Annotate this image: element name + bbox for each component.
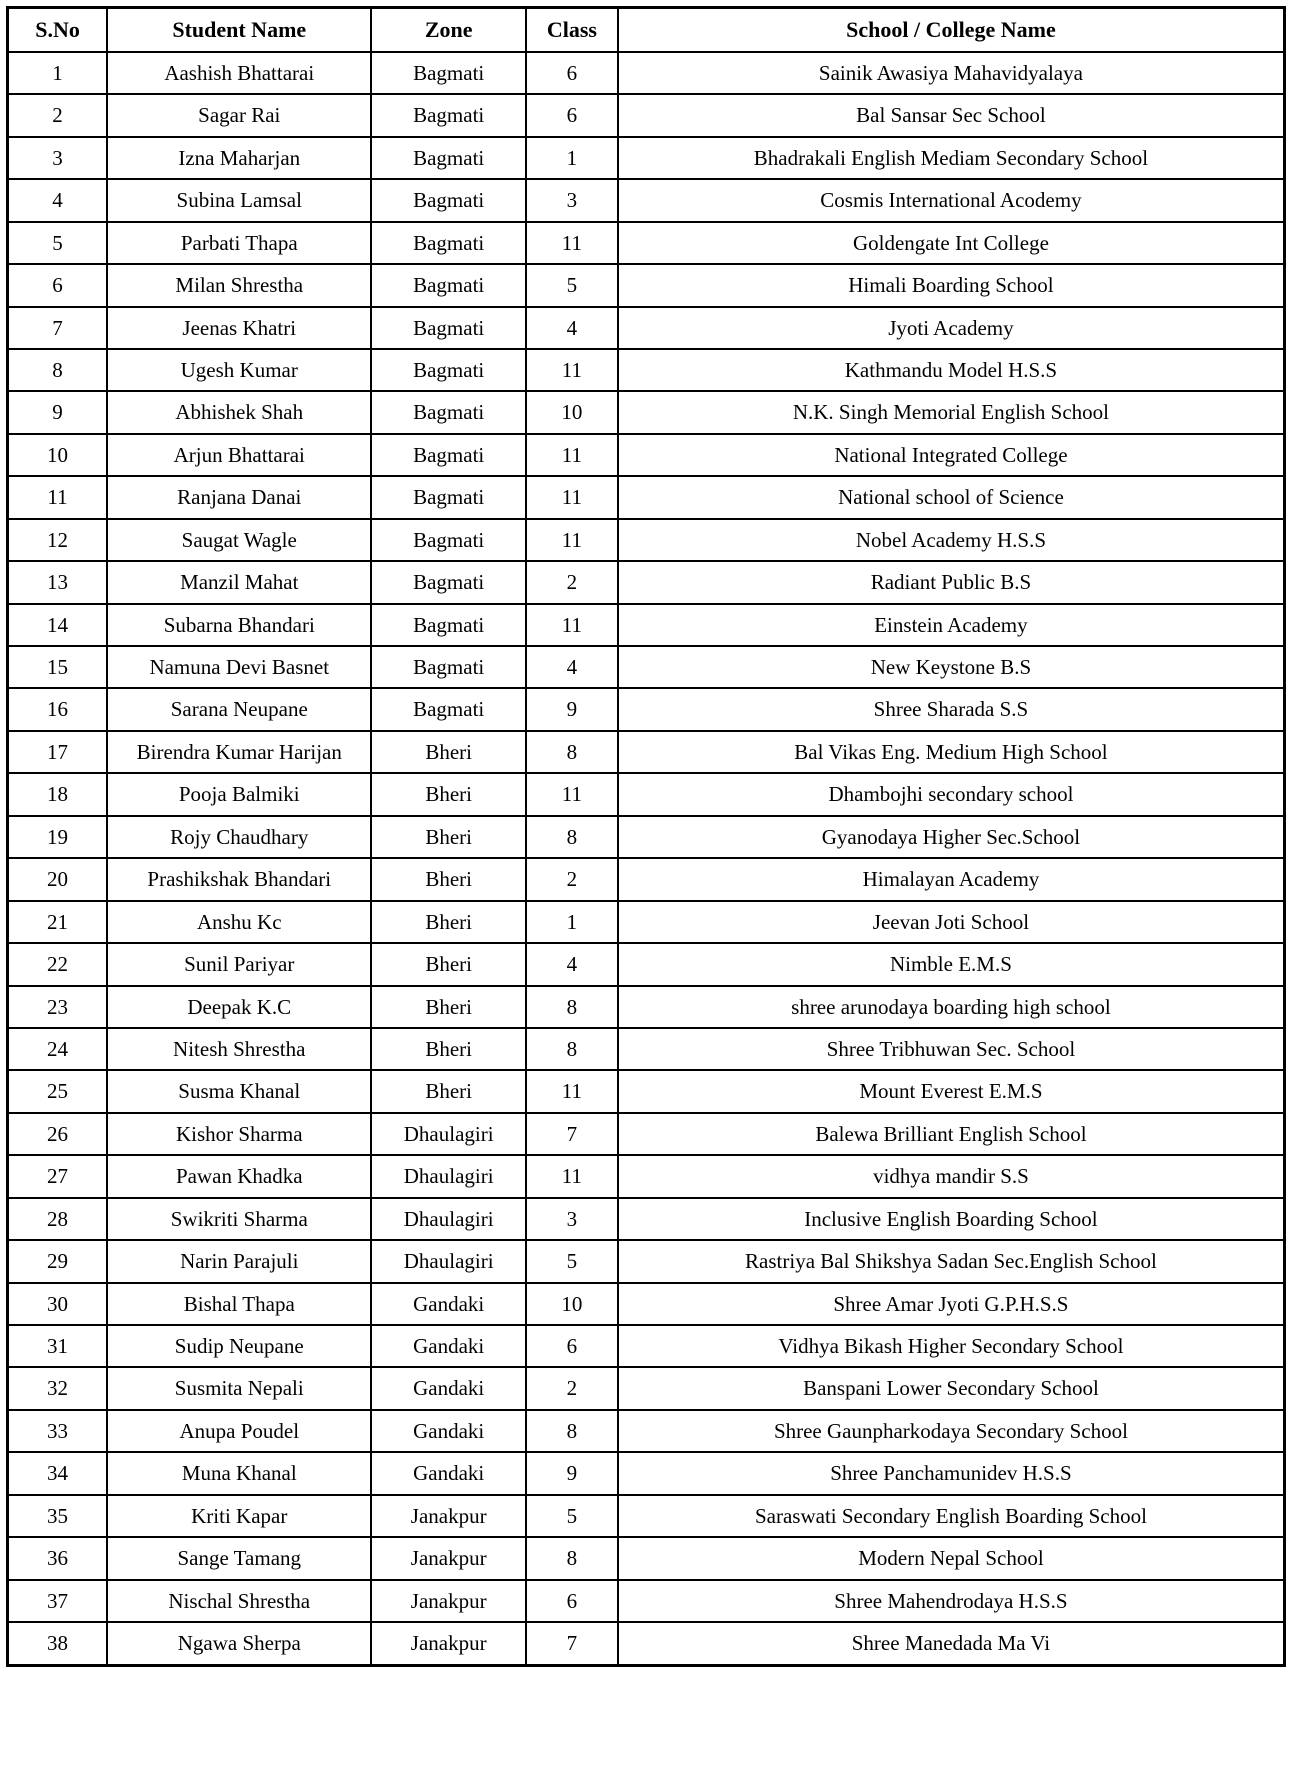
cell-student-name: Anshu Kc: [107, 901, 371, 943]
cell-school-name: Banspani Lower Secondary School: [618, 1367, 1285, 1409]
cell-zone: Gandaki: [371, 1452, 526, 1494]
cell-class: 11: [526, 773, 618, 815]
cell-zone: Bagmati: [371, 391, 526, 433]
cell-sno: 38: [8, 1622, 108, 1665]
cell-zone: Bheri: [371, 901, 526, 943]
table-row: [8, 901, 1285, 943]
cell-zone: Bheri: [371, 986, 526, 1028]
cell-school-name: N.K. Singh Memorial English School: [618, 391, 1285, 433]
cell-zone: Bagmati: [371, 307, 526, 349]
cell-zone: Bheri: [371, 1070, 526, 1112]
cell-zone: Janakpur: [371, 1537, 526, 1579]
cell-class: 6: [526, 1325, 618, 1367]
table-row: [8, 731, 1285, 773]
cell-class: 11: [526, 349, 618, 391]
table-row: [8, 1580, 1285, 1622]
cell-class: 5: [526, 264, 618, 306]
cell-school-name: National school of Science: [618, 476, 1285, 518]
cell-school-name: Shree Manedada Ma Vi: [618, 1622, 1285, 1665]
cell-zone: Bagmati: [371, 646, 526, 688]
column-header-class: Class: [526, 8, 618, 52]
cell-sno: 16: [8, 688, 108, 730]
table-row: [8, 137, 1285, 179]
cell-class: 3: [526, 179, 618, 221]
table-row: [8, 391, 1285, 433]
column-header-student-name: Student Name: [107, 8, 371, 52]
table-row: [8, 264, 1285, 306]
cell-zone: Janakpur: [371, 1495, 526, 1537]
cell-class: 8: [526, 816, 618, 858]
cell-zone: Bagmati: [371, 561, 526, 603]
cell-student-name: Parbati Thapa: [107, 222, 371, 264]
cell-class: 6: [526, 94, 618, 136]
cell-student-name: Anupa Poudel: [107, 1410, 371, 1452]
cell-sno: 30: [8, 1283, 108, 1325]
cell-class: 2: [526, 858, 618, 900]
column-header-school-name: School / College Name: [618, 8, 1285, 52]
cell-school-name: Radiant Public B.S: [618, 561, 1285, 603]
cell-sno: 17: [8, 731, 108, 773]
table-row: [8, 1240, 1285, 1282]
cell-zone: Bagmati: [371, 604, 526, 646]
cell-student-name: Sange Tamang: [107, 1537, 371, 1579]
cell-school-name: Gyanodaya Higher Sec.School: [618, 816, 1285, 858]
cell-sno: 14: [8, 604, 108, 646]
cell-student-name: Ranjana Danai: [107, 476, 371, 518]
cell-sno: 15: [8, 646, 108, 688]
cell-zone: Bheri: [371, 731, 526, 773]
cell-sno: 4: [8, 179, 108, 221]
cell-school-name: Himali Boarding School: [618, 264, 1285, 306]
table-row: [8, 1367, 1285, 1409]
table-body: [8, 52, 1285, 1665]
cell-zone: Bheri: [371, 943, 526, 985]
column-header-zone: Zone: [371, 8, 526, 52]
cell-school-name: shree arunodaya boarding high school: [618, 986, 1285, 1028]
cell-school-name: Shree Mahendrodaya H.S.S: [618, 1580, 1285, 1622]
cell-zone: Bagmati: [371, 349, 526, 391]
table-row: [8, 773, 1285, 815]
cell-sno: 2: [8, 94, 108, 136]
cell-student-name: Nischal Shrestha: [107, 1580, 371, 1622]
cell-sno: 18: [8, 773, 108, 815]
cell-zone: Bagmati: [371, 179, 526, 221]
cell-class: 11: [526, 476, 618, 518]
cell-zone: Bagmati: [371, 94, 526, 136]
cell-student-name: Prashikshak Bhandari: [107, 858, 371, 900]
cell-school-name: Vidhya Bikash Higher Secondary School: [618, 1325, 1285, 1367]
cell-sno: 22: [8, 943, 108, 985]
table-row: [8, 688, 1285, 730]
cell-sno: 34: [8, 1452, 108, 1494]
cell-zone: Dhaulagiri: [371, 1240, 526, 1282]
cell-class: 2: [526, 1367, 618, 1409]
cell-school-name: Goldengate Int College: [618, 222, 1285, 264]
table-row: [8, 434, 1285, 476]
cell-student-name: Aashish Bhattarai: [107, 52, 371, 94]
cell-sno: 8: [8, 349, 108, 391]
cell-sno: 6: [8, 264, 108, 306]
table-row: [8, 1622, 1285, 1665]
cell-class: 11: [526, 222, 618, 264]
cell-sno: 21: [8, 901, 108, 943]
cell-class: 8: [526, 1028, 618, 1070]
table-row: [8, 1495, 1285, 1537]
cell-school-name: Einstein Academy: [618, 604, 1285, 646]
cell-sno: 7: [8, 307, 108, 349]
cell-sno: 1: [8, 52, 108, 94]
cell-student-name: Kriti Kapar: [107, 1495, 371, 1537]
cell-zone: Gandaki: [371, 1283, 526, 1325]
cell-zone: Bagmati: [371, 476, 526, 518]
cell-zone: Dhaulagiri: [371, 1113, 526, 1155]
cell-zone: Gandaki: [371, 1410, 526, 1452]
cell-school-name: vidhya mandir S.S: [618, 1155, 1285, 1197]
cell-school-name: Shree Amar Jyoti G.P.H.S.S: [618, 1283, 1285, 1325]
cell-zone: Gandaki: [371, 1325, 526, 1367]
cell-student-name: Narin Parajuli: [107, 1240, 371, 1282]
table-row: [8, 1283, 1285, 1325]
table-row: [8, 1113, 1285, 1155]
header-row: [8, 8, 1285, 52]
cell-student-name: Susmita Nepali: [107, 1367, 371, 1409]
cell-school-name: Mount Everest E.M.S: [618, 1070, 1285, 1112]
cell-school-name: Saraswati Secondary English Boarding School: [618, 1495, 1285, 1537]
cell-student-name: Abhishek Shah: [107, 391, 371, 433]
cell-class: 11: [526, 1070, 618, 1112]
cell-class: 11: [526, 519, 618, 561]
cell-zone: Bagmati: [371, 519, 526, 561]
students-table: [6, 6, 1286, 1667]
cell-sno: 13: [8, 561, 108, 603]
table-row: [8, 816, 1285, 858]
cell-school-name: Balewa Brilliant English School: [618, 1113, 1285, 1155]
cell-school-name: Dhambojhi secondary school: [618, 773, 1285, 815]
cell-class: 6: [526, 1580, 618, 1622]
cell-class: 2: [526, 561, 618, 603]
cell-class: 1: [526, 901, 618, 943]
cell-sno: 19: [8, 816, 108, 858]
cell-zone: Bagmati: [371, 264, 526, 306]
cell-class: 5: [526, 1240, 618, 1282]
table-row: [8, 519, 1285, 561]
cell-student-name: Ngawa Sherpa: [107, 1622, 371, 1665]
cell-student-name: Subarna Bhandari: [107, 604, 371, 646]
table-row: [8, 476, 1285, 518]
table-row: [8, 1198, 1285, 1240]
table-row: [8, 52, 1285, 94]
cell-student-name: Milan Shrestha: [107, 264, 371, 306]
cell-zone: Bagmati: [371, 52, 526, 94]
cell-class: 7: [526, 1622, 618, 1665]
cell-sno: 27: [8, 1155, 108, 1197]
cell-class: 11: [526, 1155, 618, 1197]
table-row: [8, 1155, 1285, 1197]
cell-school-name: Shree Gaunpharkodaya Secondary School: [618, 1410, 1285, 1452]
cell-sno: 24: [8, 1028, 108, 1070]
cell-class: 11: [526, 604, 618, 646]
cell-class: 8: [526, 731, 618, 773]
table-row: [8, 349, 1285, 391]
table-row: [8, 1410, 1285, 1452]
cell-sno: 10: [8, 434, 108, 476]
cell-sno: 3: [8, 137, 108, 179]
cell-zone: Dhaulagiri: [371, 1198, 526, 1240]
cell-sno: 25: [8, 1070, 108, 1112]
cell-class: 5: [526, 1495, 618, 1537]
cell-student-name: Bishal Thapa: [107, 1283, 371, 1325]
cell-student-name: Pooja Balmiki: [107, 773, 371, 815]
cell-class: 9: [526, 688, 618, 730]
cell-class: 1: [526, 137, 618, 179]
cell-school-name: New Keystone B.S: [618, 646, 1285, 688]
table-row: [8, 1537, 1285, 1579]
cell-school-name: Shree Tribhuwan Sec. School: [618, 1028, 1285, 1070]
cell-class: 3: [526, 1198, 618, 1240]
cell-class: 4: [526, 943, 618, 985]
cell-sno: 23: [8, 986, 108, 1028]
cell-school-name: Kathmandu Model H.S.S: [618, 349, 1285, 391]
cell-student-name: Saugat Wagle: [107, 519, 371, 561]
table-row: [8, 1325, 1285, 1367]
cell-school-name: Nimble E.M.S: [618, 943, 1285, 985]
cell-school-name: Sainik Awasiya Mahavidyalaya: [618, 52, 1285, 94]
cell-student-name: Muna Khanal: [107, 1452, 371, 1494]
table-row: [8, 646, 1285, 688]
cell-sno: 35: [8, 1495, 108, 1537]
cell-student-name: Rojy Chaudhary: [107, 816, 371, 858]
cell-zone: Bheri: [371, 1028, 526, 1070]
cell-sno: 32: [8, 1367, 108, 1409]
cell-student-name: Sagar Rai: [107, 94, 371, 136]
cell-school-name: Bal Sansar Sec School: [618, 94, 1285, 136]
cell-sno: 28: [8, 1198, 108, 1240]
cell-student-name: Sunil Pariyar: [107, 943, 371, 985]
cell-student-name: Pawan Khadka: [107, 1155, 371, 1197]
cell-school-name: Nobel Academy H.S.S: [618, 519, 1285, 561]
table-row: [8, 858, 1285, 900]
table-row: [8, 943, 1285, 985]
table-row: [8, 1028, 1285, 1070]
cell-class: 6: [526, 52, 618, 94]
cell-school-name: Modern Nepal School: [618, 1537, 1285, 1579]
cell-class: 10: [526, 391, 618, 433]
cell-school-name: Shree Sharada S.S: [618, 688, 1285, 730]
cell-zone: Dhaulagiri: [371, 1155, 526, 1197]
table-row: [8, 179, 1285, 221]
cell-student-name: Izna Maharjan: [107, 137, 371, 179]
cell-zone: Bagmati: [371, 222, 526, 264]
cell-class: 7: [526, 1113, 618, 1155]
table-row: [8, 94, 1285, 136]
cell-student-name: Namuna Devi Basnet: [107, 646, 371, 688]
cell-sno: 12: [8, 519, 108, 561]
cell-sno: 29: [8, 1240, 108, 1282]
cell-zone: Bagmati: [371, 688, 526, 730]
cell-zone: Janakpur: [371, 1622, 526, 1665]
cell-sno: 31: [8, 1325, 108, 1367]
cell-class: 4: [526, 646, 618, 688]
cell-sno: 11: [8, 476, 108, 518]
cell-student-name: Nitesh Shrestha: [107, 1028, 371, 1070]
cell-class: 10: [526, 1283, 618, 1325]
cell-sno: 5: [8, 222, 108, 264]
cell-class: 8: [526, 1410, 618, 1452]
table-row: [8, 604, 1285, 646]
cell-sno: 33: [8, 1410, 108, 1452]
cell-school-name: National Integrated College: [618, 434, 1285, 476]
cell-zone: Bheri: [371, 816, 526, 858]
table-row: [8, 561, 1285, 603]
cell-school-name: Bal Vikas Eng. Medium High School: [618, 731, 1285, 773]
cell-student-name: Kishor Sharma: [107, 1113, 371, 1155]
cell-zone: Bheri: [371, 858, 526, 900]
cell-student-name: Jeenas Khatri: [107, 307, 371, 349]
cell-zone: Gandaki: [371, 1367, 526, 1409]
column-header-sno: S.No: [8, 8, 108, 52]
cell-student-name: Ugesh Kumar: [107, 349, 371, 391]
cell-zone: Bheri: [371, 773, 526, 815]
cell-sno: 37: [8, 1580, 108, 1622]
table-row: [8, 307, 1285, 349]
cell-school-name: Cosmis International Acodemy: [618, 179, 1285, 221]
cell-school-name: Inclusive English Boarding School: [618, 1198, 1285, 1240]
cell-school-name: Jeevan Joti School: [618, 901, 1285, 943]
cell-student-name: Sudip Neupane: [107, 1325, 371, 1367]
cell-class: 11: [526, 434, 618, 476]
cell-student-name: Birendra Kumar Harijan: [107, 731, 371, 773]
cell-school-name: Bhadrakali English Mediam Secondary School: [618, 137, 1285, 179]
cell-student-name: Sarana Neupane: [107, 688, 371, 730]
cell-school-name: Jyoti Academy: [618, 307, 1285, 349]
cell-school-name: Rastriya Bal Shikshya Sadan Sec.English School: [618, 1240, 1285, 1282]
cell-zone: Bagmati: [371, 434, 526, 476]
cell-sno: 36: [8, 1537, 108, 1579]
cell-student-name: Manzil Mahat: [107, 561, 371, 603]
cell-student-name: Susma Khanal: [107, 1070, 371, 1112]
cell-student-name: Deepak K.C: [107, 986, 371, 1028]
table-row: [8, 1452, 1285, 1494]
cell-zone: Janakpur: [371, 1580, 526, 1622]
cell-sno: 26: [8, 1113, 108, 1155]
cell-sno: 20: [8, 858, 108, 900]
table-row: [8, 986, 1285, 1028]
table-row: [8, 222, 1285, 264]
cell-class: 9: [526, 1452, 618, 1494]
cell-student-name: Arjun Bhattarai: [107, 434, 371, 476]
cell-school-name: Himalayan Academy: [618, 858, 1285, 900]
cell-sno: 9: [8, 391, 108, 433]
table-row: [8, 1070, 1285, 1112]
cell-student-name: Subina Lamsal: [107, 179, 371, 221]
cell-school-name: Shree Panchamunidev H.S.S: [618, 1452, 1285, 1494]
cell-class: 8: [526, 986, 618, 1028]
cell-zone: Bagmati: [371, 137, 526, 179]
cell-class: 4: [526, 307, 618, 349]
cell-class: 8: [526, 1537, 618, 1579]
cell-student-name: Swikriti Sharma: [107, 1198, 371, 1240]
